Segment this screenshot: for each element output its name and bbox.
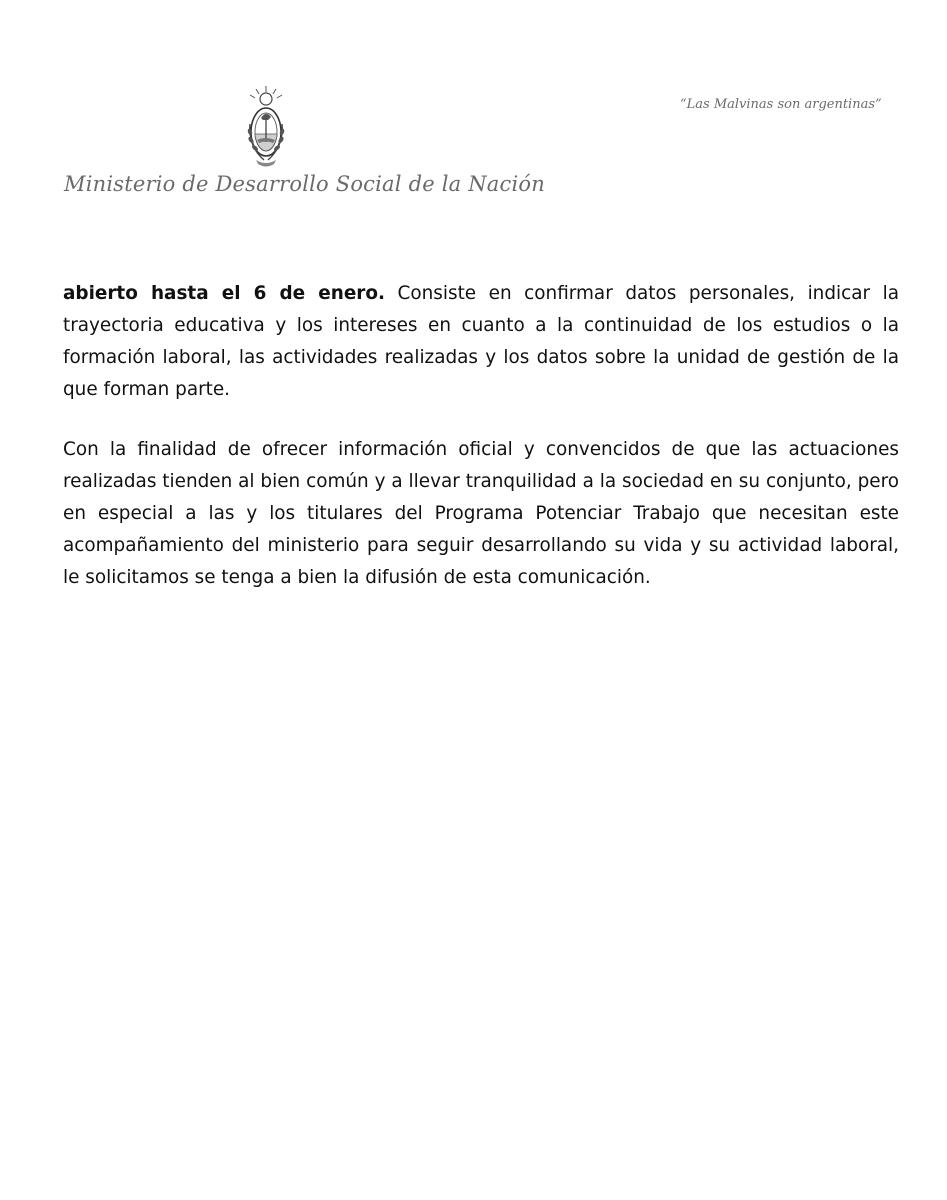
paragraph-1-bold-lead: abierto hasta el 6 de enero. — [63, 283, 385, 304]
paragraph-1-text: Consiste en confirmar datos personales, indicar la trayectoria educativa y los intereses en cuanto a la continuidad de los estudios o la formación laboral, las actividades realizadas y los datos sobre la unidad de gestión de la que forman parte. — [63, 283, 899, 400]
ministry-name: Ministerio de Desarrollo Social de la Nación — [64, 172, 545, 196]
letter-body — [63, 278, 899, 622]
argentina-coat-of-arms-icon — [244, 84, 288, 170]
paragraph-2: Con la finalidad de ofrecer información oficial y convencidos de que las actuaciones realizadas tienden al bien común y a llevar tranquilidad a la sociedad en su conjunto, pero en especial a las y los titulares del Programa Potenciar Trabajo que necesitan este acompañamiento del ministerio para seguir desarrollando su vida y su actividad laboral, le solicitamos se tenga a bien la difusión de esta comunicación. — [63, 439, 899, 588]
letterhead — [0, 0, 947, 230]
paragraph-1 — [63, 278, 899, 406]
motto-text: “Las Malvinas son argentinas” — [680, 97, 882, 112]
